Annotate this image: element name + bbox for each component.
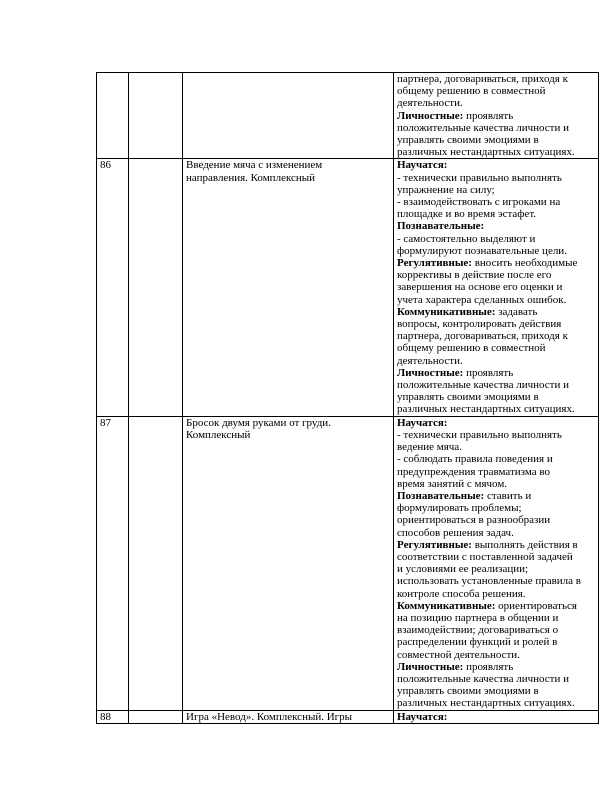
outcome-text: проявлять: [463, 109, 514, 122]
lesson-topic-cell: [183, 416, 394, 710]
outcome-line: [397, 636, 595, 648]
outcome-line: [397, 490, 595, 502]
outcome-line: [397, 575, 595, 587]
outcome-category-label: Научатся:: [397, 710, 448, 723]
outcome-text: управлять своими эмоциями в: [397, 134, 539, 147]
outcome-category-label: Познавательные:: [397, 489, 485, 502]
outcome-text: - технически правильно выполнять: [397, 171, 562, 184]
outcome-line: [397, 172, 595, 184]
outcome-line: [397, 330, 595, 342]
outcome-text: вопросы, контролировать действия: [397, 318, 562, 331]
outcome-line: [397, 441, 595, 453]
outcome-line: [397, 417, 595, 429]
topic-line: Бросок двумя руками от груди.: [186, 416, 331, 429]
outcome-line: [397, 685, 595, 697]
outcome-text: взаимодействии; договариваться о: [397, 624, 559, 637]
outcome-category-label: Коммуникативные:: [397, 599, 496, 612]
outcome-text: деятельности.: [397, 354, 463, 367]
outcome-text: различных нестандартных ситуациях.: [397, 403, 575, 416]
lesson-number-cell: 88: [97, 710, 129, 723]
date-cell: [129, 73, 183, 159]
outcome-text: упражнение на силу;: [397, 183, 495, 196]
learning-outcomes-cell: [394, 710, 599, 723]
outcome-line: [397, 355, 595, 367]
outcome-text: положительные качества личности и: [397, 379, 570, 392]
outcome-line: [397, 122, 595, 134]
outcome-category-label: Личностные:: [397, 366, 464, 379]
outcome-text: общему решению в совместной: [397, 85, 546, 98]
outcome-text: - самостоятельно выделяют и: [397, 232, 536, 245]
outcome-text: управлять своими эмоциями в: [397, 685, 539, 698]
outcome-line: [397, 391, 595, 403]
outcome-line: [397, 551, 595, 563]
outcome-line: [397, 673, 595, 685]
outcome-line: [397, 379, 595, 391]
outcome-text: общему решению в совместной: [397, 342, 546, 355]
outcome-line: [397, 539, 595, 551]
outcome-text: управлять своими эмоциями в: [397, 391, 539, 404]
outcome-line: [397, 85, 595, 97]
outcome-line: [397, 245, 595, 257]
lesson-plan-table: [96, 72, 599, 724]
outcome-line: [397, 306, 595, 318]
outcome-line: [397, 403, 595, 415]
outcome-text: ставить и: [484, 489, 532, 502]
outcome-text: ориентироваться в разнообразии: [397, 514, 551, 527]
table-row: [97, 159, 599, 416]
outcome-line: [397, 257, 595, 269]
lesson-topic-cell: [183, 710, 394, 723]
outcome-text: формулируют познавательные цели.: [397, 244, 567, 257]
outcome-line: [397, 453, 595, 465]
learning-outcomes-cell: [394, 416, 599, 710]
outcome-text: положительные качества личности и: [397, 121, 570, 134]
outcome-text: - взаимодействовать с игроками на: [397, 196, 561, 209]
outcome-line: [397, 661, 595, 673]
outcome-text: завершения на основе его оценки и: [397, 281, 563, 294]
table-row: [97, 416, 599, 710]
lesson-topic-cell: [183, 73, 394, 159]
outcome-line: [397, 220, 595, 232]
outcome-line: [397, 624, 595, 636]
outcome-category-label: Регулятивные:: [397, 257, 472, 270]
outcome-line: [397, 502, 595, 514]
outcome-line: [397, 269, 595, 281]
outcome-line: [397, 588, 595, 600]
outcome-line: [397, 184, 595, 196]
outcome-text: площадке и во время эстафет.: [397, 208, 537, 221]
outcome-line: [397, 697, 595, 709]
outcome-category-label: Коммуникативные:: [397, 305, 496, 318]
lesson-topic-cell: [183, 159, 394, 416]
outcome-line: [397, 281, 595, 293]
topic-line: Игра «Невод». Комплексный. Игры: [186, 710, 353, 723]
date-cell: [129, 416, 183, 710]
outcome-category-label: Личностные:: [397, 109, 464, 122]
outcome-text: - соблюдать правила поведения и: [397, 453, 553, 466]
outcome-line: [397, 367, 595, 379]
topic-line: Комплексный: [186, 428, 251, 441]
table-body: [97, 73, 599, 724]
outcome-text: различных нестандартных ситуациях.: [397, 146, 575, 159]
table-row: [97, 710, 599, 723]
outcome-line: [397, 318, 595, 330]
outcome-category-label: Регулятивные:: [397, 538, 472, 551]
outcome-text: распределении функций и ролей в: [397, 636, 558, 649]
topic-line: Введение мяча с изменением: [186, 159, 323, 172]
outcome-line: [397, 196, 595, 208]
outcome-category-label: Научатся:: [397, 159, 448, 172]
lesson-number-cell: 87: [97, 416, 129, 710]
outcome-text: вносить необходимые: [471, 257, 578, 270]
outcome-text: и условиями ее реализации;: [397, 563, 529, 576]
outcome-line: [397, 294, 595, 306]
outcome-text: способов решения задач.: [397, 526, 514, 539]
outcome-line: [397, 208, 595, 220]
date-cell: [129, 159, 183, 416]
outcome-line: [397, 711, 595, 723]
outcome-line: [397, 600, 595, 612]
outcome-text: формулировать проблемы;: [397, 502, 522, 515]
outcome-category-label: Научатся:: [397, 416, 448, 429]
outcome-text: партнера, договариваться, приходя к: [397, 330, 568, 343]
outcome-text: использовать установленные правила в: [397, 575, 581, 588]
outcome-text: соответствии с поставленной задачей: [397, 550, 573, 563]
outcome-text: проявлять: [463, 660, 514, 673]
table-row: [97, 73, 599, 159]
outcome-line: [397, 342, 595, 354]
learning-outcomes-cell: [394, 73, 599, 159]
outcome-line: [397, 233, 595, 245]
outcome-line: [397, 134, 595, 146]
outcome-text: проявлять: [463, 366, 514, 379]
outcome-text: положительные качества личности и: [397, 672, 570, 685]
outcome-line: [397, 514, 595, 526]
outcome-text: партнера, договариваться, приходя к: [397, 73, 568, 85]
outcome-line: [397, 612, 595, 624]
outcome-text: ведение мяча.: [397, 441, 462, 454]
outcome-text: ориентироваться: [495, 599, 577, 612]
outcome-category-label: Познавательные:: [397, 220, 485, 233]
outcome-line: [397, 649, 595, 661]
outcome-line: [397, 146, 595, 158]
outcome-text: различных нестандартных ситуациях.: [397, 697, 575, 710]
outcome-line: [397, 466, 595, 478]
outcome-text: деятельности.: [397, 97, 463, 110]
outcome-text: совместной деятельности.: [397, 648, 520, 661]
topic-line: направления. Комплексный: [186, 171, 316, 184]
lesson-number-cell: 86: [97, 159, 129, 416]
outcome-line: [397, 563, 595, 575]
outcome-line: [397, 159, 595, 171]
outcome-text: контроле способа решения.: [397, 587, 526, 600]
outcome-category-label: Личностные:: [397, 660, 464, 673]
outcome-text: предупреждения травматизма во: [397, 465, 550, 478]
learning-outcomes-cell: [394, 159, 599, 416]
outcome-text: на позицию партнера в общении и: [397, 611, 559, 624]
outcome-line: [397, 73, 595, 85]
outcome-text: выполнять действия в: [471, 538, 578, 551]
outcome-text: учета характера сделанных ошибок.: [397, 293, 567, 306]
outcome-line: [397, 478, 595, 490]
lesson-number-cell: [97, 73, 129, 159]
outcome-text: время занятий с мячом.: [397, 477, 508, 490]
outcome-line: [397, 97, 595, 109]
outcome-text: задавать: [495, 305, 538, 318]
outcome-line: [397, 429, 595, 441]
outcome-text: - технически правильно выполнять: [397, 428, 562, 441]
date-cell: [129, 710, 183, 723]
outcome-text: коррективы в действие после его: [397, 269, 552, 282]
outcome-line: [397, 527, 595, 539]
outcome-line: [397, 110, 595, 122]
